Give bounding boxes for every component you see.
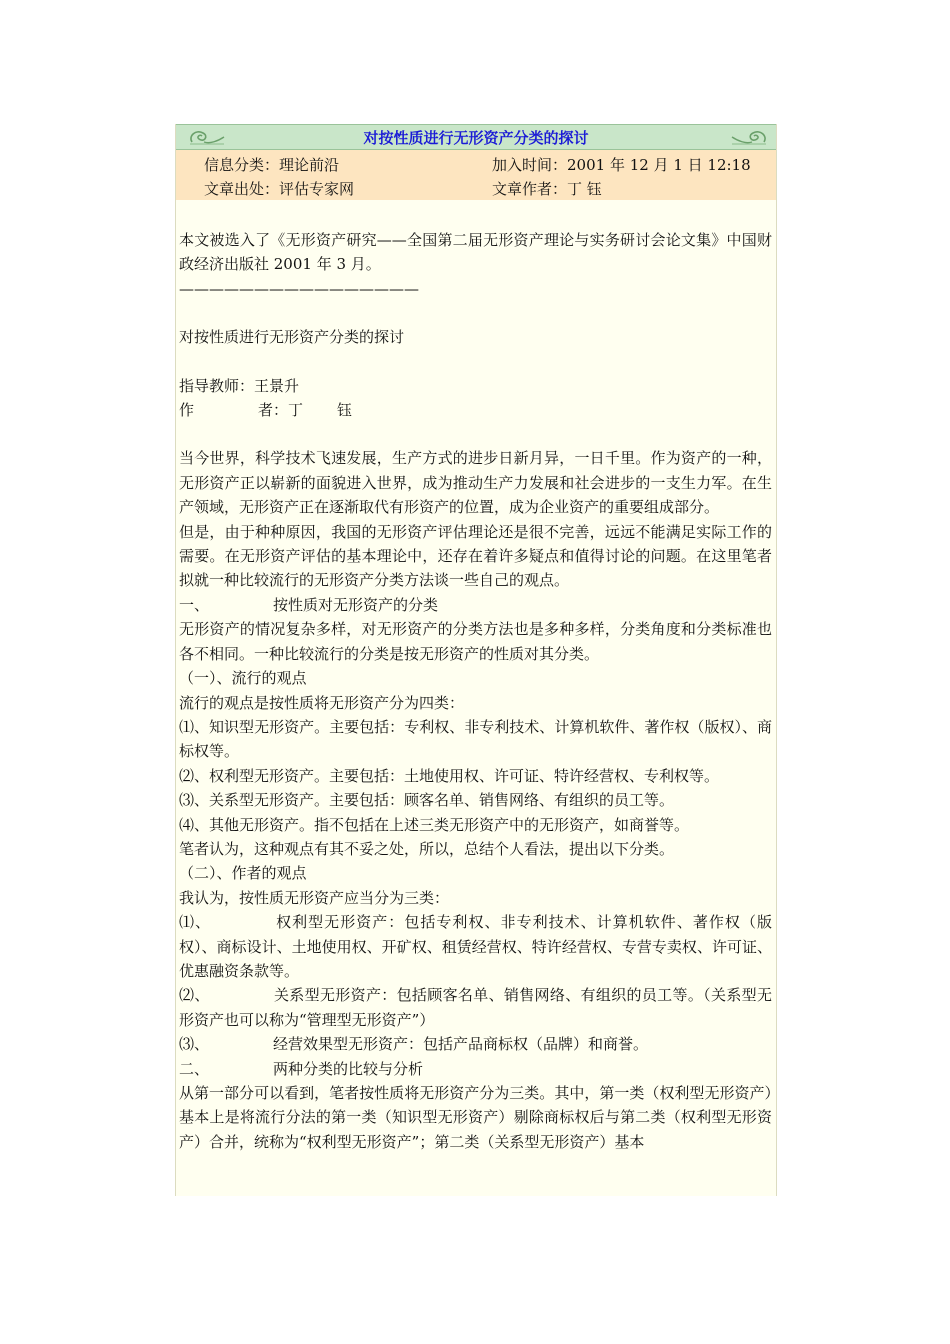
paragraph: 我认为，按性质无形资产应当分为三类： bbox=[179, 888, 450, 907]
author-name: 钰 bbox=[337, 401, 353, 420]
meta-category: 信息分类：理论前沿 bbox=[204, 156, 340, 174]
list-text: 权利型无形资产：包括专利权、非专利技术、计算机软件、著作权（版权）、商标设计、土地使用权、开矿权、租赁经营权、特许经营权、专营专卖权、许可证、优惠融资条款等。 bbox=[179, 913, 772, 980]
title-bar bbox=[176, 124, 776, 150]
article-body bbox=[176, 200, 776, 1154]
meta-author: 文章作者：丁 钰 bbox=[492, 180, 602, 198]
meta-added-time: 加入时间：2001 年 12 月 1 日 12:18 bbox=[492, 156, 751, 174]
advisor-label: 指导教师： bbox=[179, 376, 255, 395]
section-title: 按性质对无形资产的分类 bbox=[273, 595, 439, 614]
list-number: ⑶、 bbox=[179, 1035, 210, 1054]
paragraph: 流行的观点是按性质将无形资产分为四类： bbox=[179, 693, 465, 712]
list-item: ⑷、其他无形资产。指不包括在上述三类无形资产中的无形资产，如商誉等。 bbox=[179, 815, 690, 834]
list-number: ⑵、 bbox=[179, 986, 210, 1005]
author-label-a: 作 bbox=[179, 401, 195, 420]
list-item bbox=[179, 910, 772, 983]
section-number: 二、 bbox=[179, 1059, 210, 1078]
list-item: ⑵、权利型无形资产。主要包括：土地使用权、许可证、特许经营权、专利权等。 bbox=[179, 766, 720, 785]
list-item bbox=[179, 1032, 772, 1056]
meta-source: 文章出处：评估专家网 bbox=[204, 180, 355, 198]
list-item: ⑶、关系型无形资产。主要包括：顾客名单、销售网络、有组织的员工等。 bbox=[179, 791, 675, 810]
list-item bbox=[179, 983, 772, 1032]
section-number: 一、 bbox=[179, 595, 210, 614]
article-panel bbox=[175, 124, 777, 1196]
paragraph: 但是，由于种种原因，我国的无形资产评估理论还是很不完善，远远不能满足实际工作的需要。在无形资产评估的基本理论中，还存在着许多疑点和值得讨论的问题。在这里笔者拟就一种比较流行的无形资产分类方法谈一些自己的观点。 bbox=[179, 522, 772, 590]
paragraph: 笔者认为，这种观点有其不妥之处，所以，总结个人看法，提出以下分类。 bbox=[179, 839, 675, 858]
article-meta bbox=[176, 150, 776, 200]
list-text: 经营效果型无形资产：包括产品商标权（品牌）和商誉。 bbox=[273, 1035, 649, 1054]
list-text: 关系型无形资产：包括顾客名单、销售网络、有组织的员工等。（关系型无形资产也可以称为“管理型无形资产”） bbox=[179, 986, 772, 1029]
section-title: 两种分类的比较与分析 bbox=[273, 1059, 424, 1078]
advisor-line bbox=[179, 374, 772, 398]
intro-paragraph: 本文被选入了《无形资产研究——全国第二届无形资产理论与实务研讨会论文集》中国财政经济出版社 2001 年 3 月。 bbox=[179, 231, 772, 274]
article-title: 对按性质进行无形资产分类的探讨 bbox=[363, 129, 589, 147]
author-line bbox=[179, 398, 772, 422]
swirl-ornament-icon bbox=[730, 126, 770, 148]
paragraph: 当今世界，科学技术飞速发展，生产方式的进步日新月异，一日千里。作为资产的一种，无形资产正以崭新的面貌进入世界，成为推动生产力发展和社会进步的一支生力军。在生产领域，无形资产正在逐渐取代有形资产的位置，成为企业资产的重要组成部分。 bbox=[179, 449, 772, 517]
subsection-heading: （一）、流行的观点 bbox=[179, 669, 307, 688]
author-label-b: 者：丁 bbox=[258, 401, 304, 420]
list-item: ⑴、知识型无形资产。主要包括：专利权、非专利技术、计算机软件、著作权（版权）、商标权等。 bbox=[179, 717, 772, 761]
paragraph: 无形资产的情况复杂多样，对无形资产的分类方法也是多种多样，分类角度和分类标准也各不相同。一种比较流行的分类是按无形资产的性质对其分类。 bbox=[179, 620, 772, 663]
advisor-name: 王景升 bbox=[254, 376, 300, 395]
subsection-heading: （二）、作者的观点 bbox=[179, 864, 307, 883]
section-heading bbox=[179, 1057, 772, 1081]
section-heading bbox=[179, 593, 772, 617]
paragraph: 从第一部分可以看到，笔者按性质将无形资产分为三类。其中，第一类（权利型无形资产）基本上是将流行分法的第一类（知识型无形资产）剔除商标权后与第二类（权利型无形资产）合并，统称为“权利型无形资产”；第二类（关系型无形资产）基本 bbox=[179, 1084, 772, 1151]
list-number: ⑴、 bbox=[179, 913, 212, 932]
subtitle: 对按性质进行无形资产分类的探讨 bbox=[179, 328, 405, 347]
divider-line: ———————————————— bbox=[179, 279, 419, 298]
